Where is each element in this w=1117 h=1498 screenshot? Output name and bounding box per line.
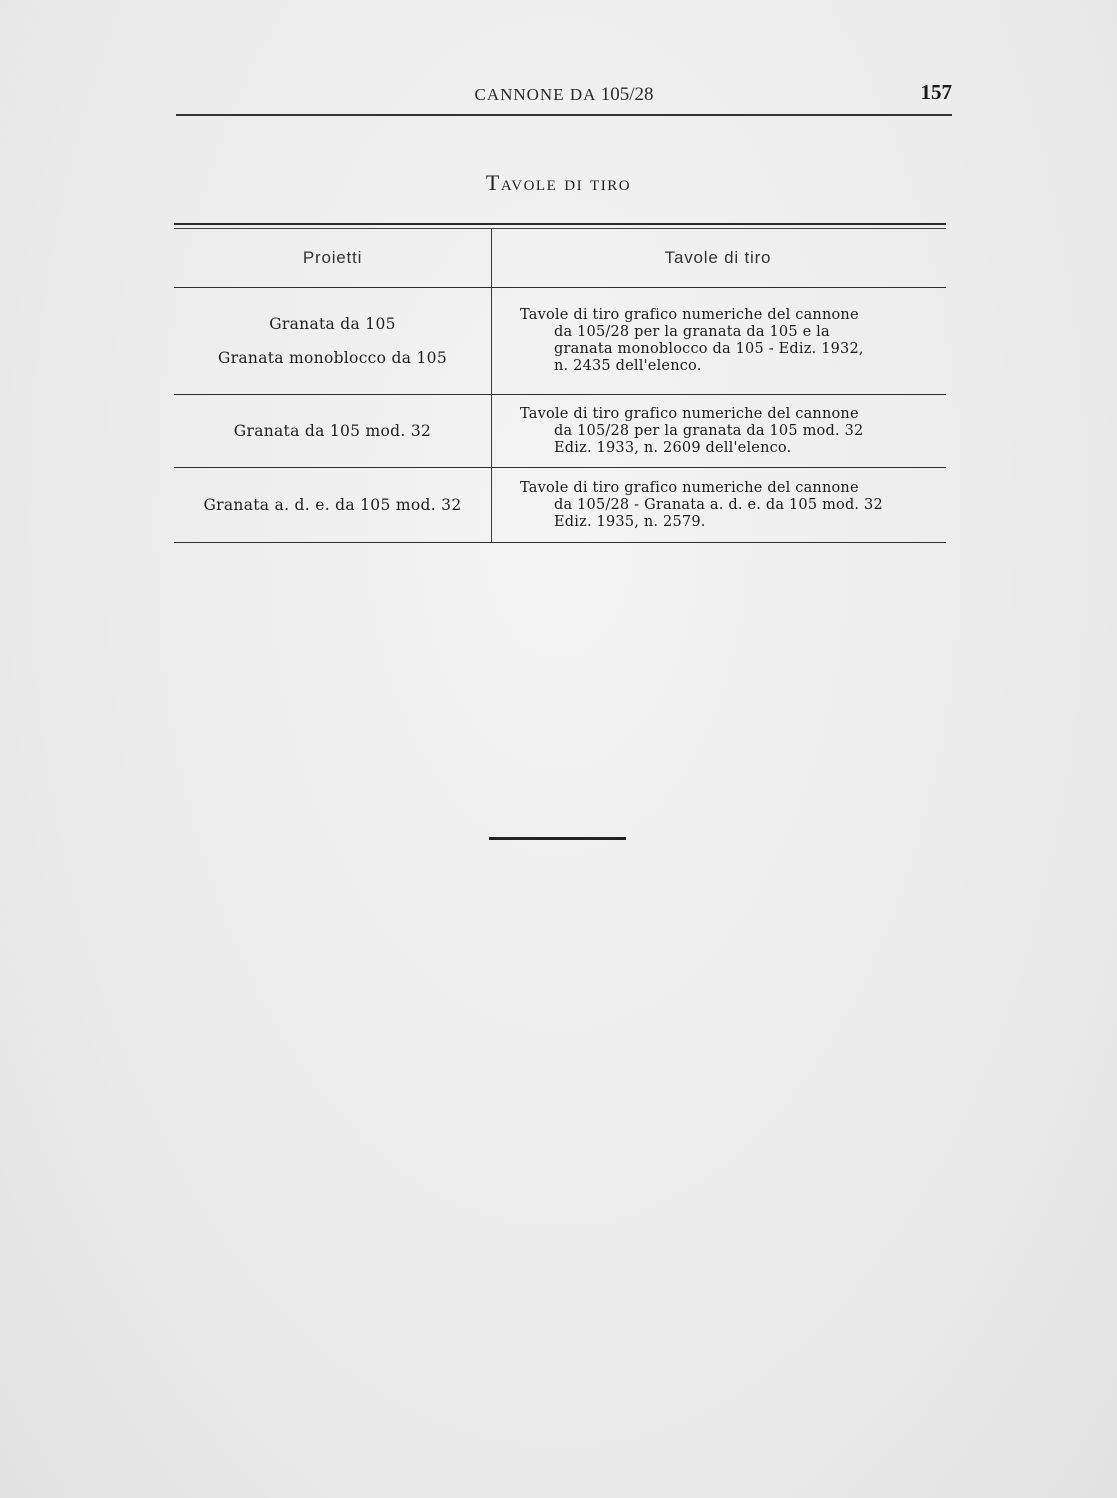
- header-rule: [176, 114, 952, 116]
- column-header-tavole: Tavole di tiro: [664, 248, 772, 267]
- description-line: da 105/28 per la granata da 105 e la: [554, 324, 830, 340]
- firing-table-description: [520, 406, 944, 457]
- firing-table-description: [520, 307, 944, 375]
- running-head: [176, 80, 952, 110]
- table-row: [174, 468, 946, 542]
- table-row: [174, 395, 946, 467]
- tavole-cell: [492, 468, 946, 542]
- projectile-name: Granata da 105: [269, 315, 396, 333]
- table-header-row: [174, 229, 946, 287]
- running-title-text: CANNONE DA: [474, 85, 596, 104]
- description-line: Ediz. 1935, n. 2579.: [554, 513, 706, 530]
- page-number: 157: [920, 80, 952, 104]
- description-line: Ediz. 1933, n. 2609 dell'elenco.: [554, 439, 792, 456]
- end-of-section-rule: [489, 837, 626, 840]
- description-line: n. 2435 dell'elenco.: [554, 358, 702, 374]
- firing-tables-table: [174, 223, 946, 543]
- tavole-cell: [492, 395, 946, 467]
- description-line: Tavole di tiro grafico numeriche del cannone: [520, 405, 859, 422]
- description-line: da 105/28 - Granata a. d. e. da 105 mod. 32: [554, 496, 883, 513]
- proietti-cell: [174, 288, 492, 394]
- description-line: granata monoblocco da 105 - Ediz. 1932,: [554, 341, 864, 357]
- column-header-proietti: Proietti: [174, 229, 492, 287]
- table-bottom-rule: [174, 542, 946, 543]
- running-title: [176, 84, 952, 106]
- firing-table-description: [520, 480, 944, 531]
- description-line: Tavole di tiro grafico numeriche del cannone: [520, 307, 859, 323]
- tavole-cell: [492, 288, 946, 394]
- projectile-name: Granata da 105 mod. 32: [233, 422, 432, 440]
- description-line: Tavole di tiro grafico numeriche del cannone: [520, 479, 859, 496]
- proietti-cell: [174, 468, 492, 542]
- projectile-name: Granata a. d. e. da 105 mod. 32: [203, 496, 462, 514]
- projectile-name: Granata monoblocco da 105: [217, 349, 447, 367]
- section-title: Tavole di tiro: [485, 170, 632, 195]
- running-title-number: 105/28: [600, 84, 654, 105]
- proietti-cell: [174, 395, 492, 467]
- table-row: [174, 288, 946, 394]
- description-line: da 105/28 per la granata da 105 mod. 32: [554, 422, 864, 439]
